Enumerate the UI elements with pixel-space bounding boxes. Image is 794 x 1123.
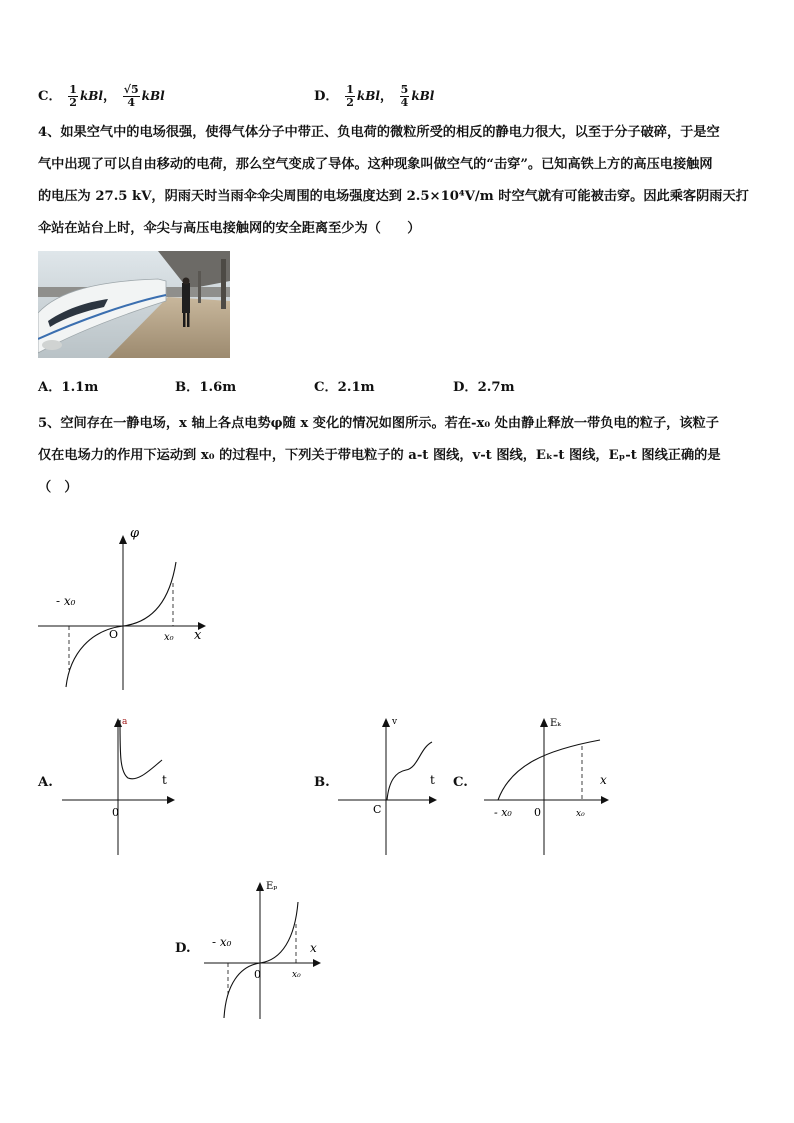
q3-option-c-frac2: $\frac{√5}{4}$ [123, 83, 139, 109]
neg-x0-label: - x₀ [56, 594, 76, 608]
q4-line-1: 4、如果空气中的电场很强，使得气体分子中带正、负电荷的微粒所受的相反的静电力很大，以至于分子破碎，于是空 [38, 125, 720, 140]
y-axis-arrow [119, 535, 127, 544]
q5-option-b-label: B. [314, 775, 330, 790]
graph-d-y-arrow [256, 882, 264, 891]
pos-x0-label: x₀ [164, 632, 174, 643]
graph-b-curve [387, 742, 432, 800]
graph-a-x-label: t [162, 773, 167, 787]
graph-d [200, 872, 330, 1022]
train-photo [38, 251, 230, 358]
graph-c-x-arrow [601, 796, 609, 804]
q4-line-2: 气中出现了可以自由移动的电荷，那么空气变成了导体。这种现象叫做空气的“击穿”。已知高铁上方的高压电接触网 [38, 157, 713, 172]
graph-c-x-label: x [600, 773, 607, 787]
graph-c [476, 710, 616, 858]
q3-option-c-label: C． [38, 89, 62, 104]
graph-c-curve [498, 740, 600, 800]
graph-a [58, 710, 182, 858]
q3-option-d: D． $\frac{1}{2}$ kBl， $\frac{5}{4}$ kBl [314, 83, 435, 109]
q4-option-a: A．1.1m [38, 380, 99, 395]
graph-c-neg-label: - x₀ [494, 806, 512, 819]
origin-label: O [109, 628, 119, 641]
graph-d-curve [224, 902, 298, 1018]
q4-option-d: D．2.7m [453, 380, 515, 395]
graph-c-y-label: Eₖ [550, 718, 561, 729]
x-label: x [194, 628, 202, 643]
graph-d-origin: 0 [254, 968, 261, 981]
y-label: φ [130, 526, 140, 541]
graph-b-x-label: t [430, 773, 435, 787]
q3-option-c: C． $\frac{1}{2}$ kBl， $\frac{√5}{4}$ kBl [38, 83, 165, 109]
q5-line-2: 仅在电场力的作用下运动到 x₀ 的过程中，下列关于带电粒子的 a-t 图线，v-t 图线，Eₖ-t 图线，Eₚ-t 图线正确的是 [38, 448, 721, 463]
graph-d-x-arrow [313, 959, 321, 967]
graph-a-y-label: a [122, 717, 128, 727]
potential-curve [66, 562, 176, 687]
graph-b-y-label: v [392, 717, 398, 727]
graph-a-curve [120, 720, 162, 779]
q5-line-3: （ ） [38, 480, 78, 495]
q5-option-a-label: A. [38, 775, 53, 790]
q4-line-3: 的电压为 27.5 kV，阴雨天时当雨伞伞尖周围的电场强度达到 2.5×10⁴V/m 时空气就有可能被击穿。因此乘客阴雨天打 [38, 189, 749, 204]
graph-d-neg-label: - x₀ [212, 935, 232, 949]
graph-c-pos-label: x₀ [576, 809, 585, 819]
q4-line-4: 伞站在站台上时，伞尖与高压电接触网的安全距离至少为（ ） [38, 221, 421, 236]
graph-b [334, 710, 444, 858]
q3-option-d-label: D． [314, 89, 339, 104]
graph-c-y-arrow [540, 718, 548, 727]
graph-b-origin: C [373, 803, 382, 816]
graph-d-x-label: x [310, 941, 317, 955]
q5-option-c-label: C. [453, 775, 468, 790]
q5-option-d-label: D. [175, 941, 191, 956]
q4-option-c: C．2.1m [314, 380, 375, 395]
q3-option-c-frac1: $\frac{1}{2}$ [69, 83, 77, 109]
q3-option-d-frac2: $\frac{5}{4}$ [400, 83, 409, 109]
graph-a-x-arrow [167, 796, 175, 804]
potential-graph [36, 525, 216, 695]
graph-a-origin: 0 [112, 806, 119, 819]
graph-a-y-arrow [114, 718, 122, 727]
q5-line-1: 5、空间存在一静电场，x 轴上各点电势φ随 x 变化的情况如图所示。若在-x₀ 处由静止释放一带负电的粒子，该粒子 [38, 416, 719, 431]
graph-b-y-arrow [382, 718, 390, 727]
q3-option-d-frac1: $\frac{1}{2}$ [346, 83, 354, 109]
graph-d-y-label: Eₚ [266, 881, 278, 892]
graph-b-x-arrow [429, 796, 437, 804]
q4-option-b: B．1.6m [175, 380, 237, 395]
graph-c-origin: 0 [534, 806, 541, 819]
graph-d-pos-label: x₀ [292, 970, 301, 980]
